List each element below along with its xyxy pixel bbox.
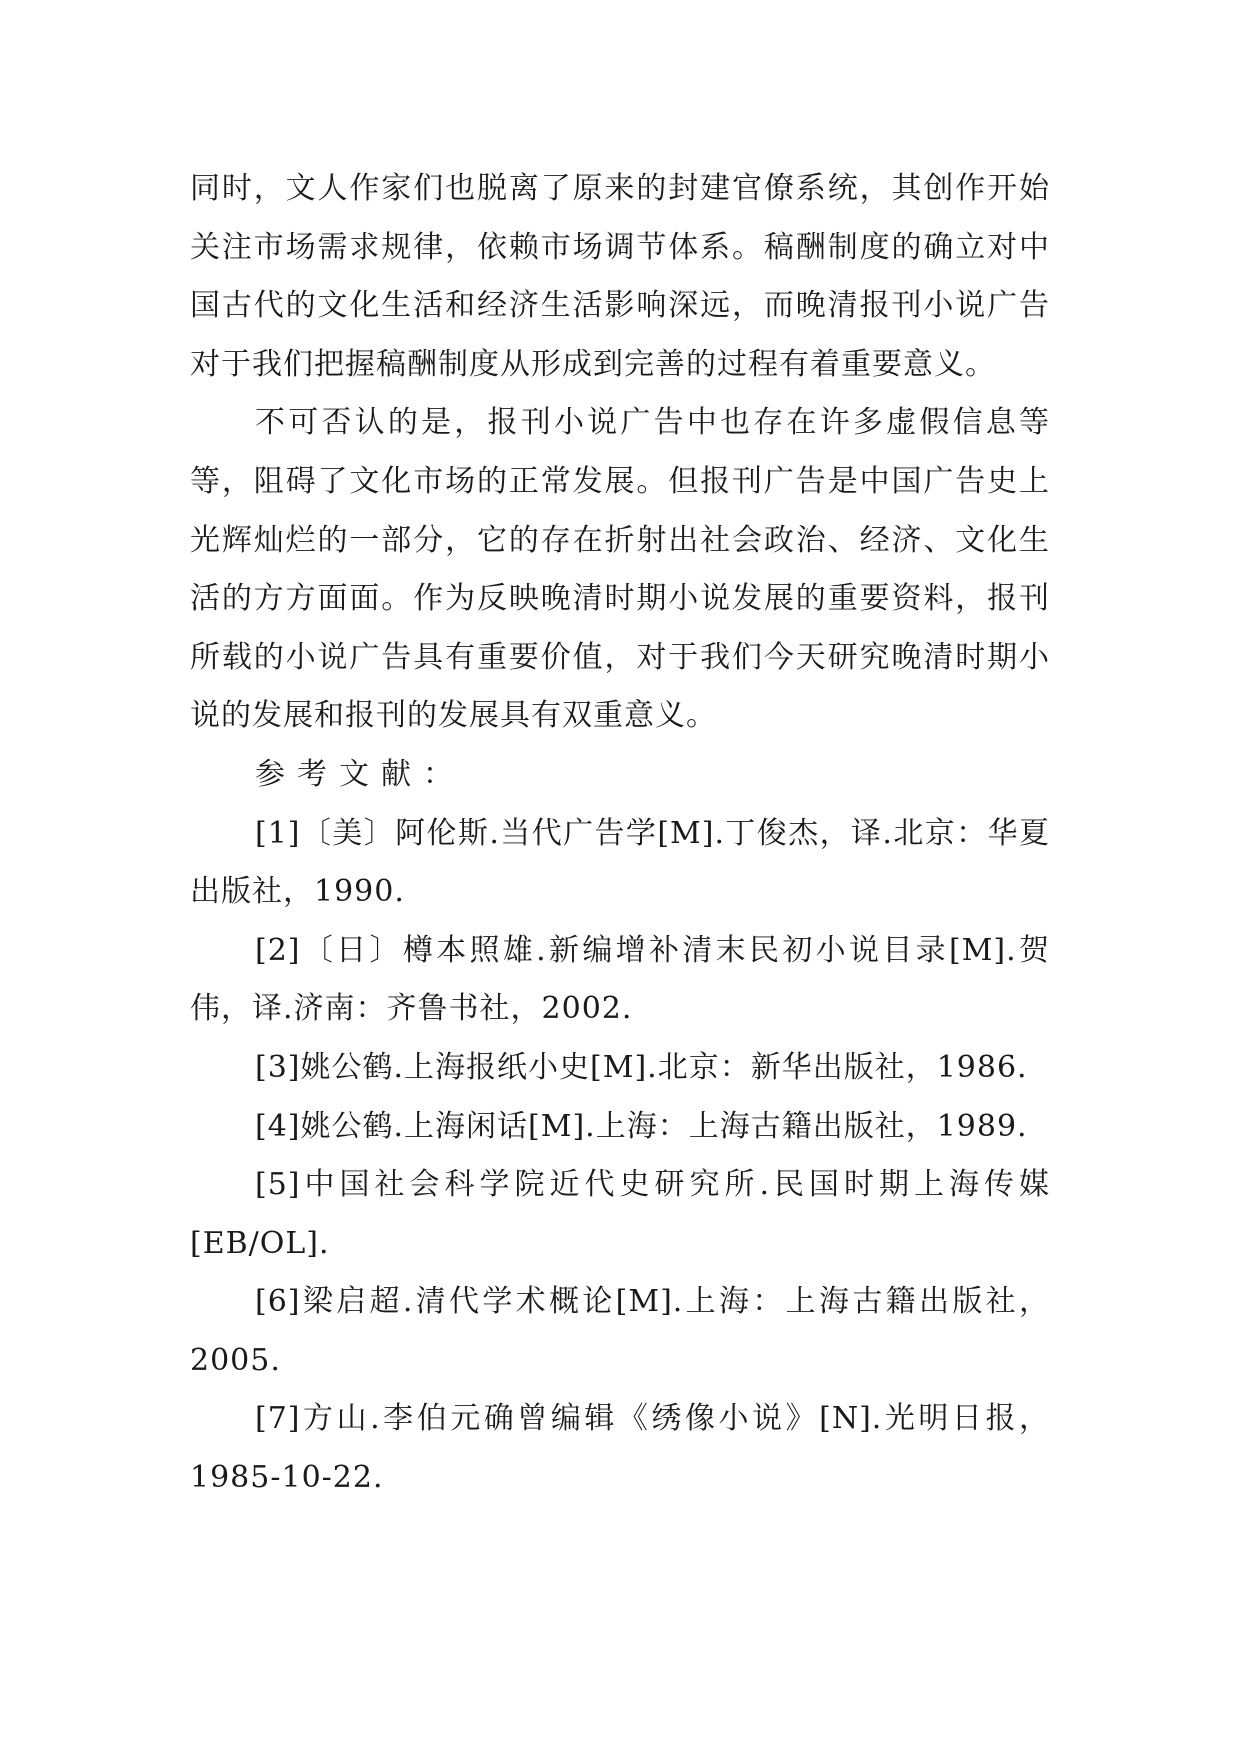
reference-item-3: [3]姚公鹤.上海报纸小史[M].北京：新华出版社，1986.	[255, 1049, 1028, 1085]
document-page	[190, 160, 1050, 1508]
body-paragraph-2: 不可否认的是，报刊小说广告中也存在许多虚假信息等等，阻碍了文化市场的正常发展。但报刊广告是中国广告史上光辉灿烂的一部分，它的存在折射出社会政治、经济、文化生活的方方面面。作为反映晚清时期小说发展的重要资料，报刊所载的小说广告具有重要价值，对于我们今天研究晚清时期小说的发展和报刊的发展具有双重意义。	[190, 405, 1050, 734]
reference-item-7: [7]方山.李伯元确曾编辑《绣像小说》[N].光明日报，1985-10-22.	[190, 1401, 1050, 1496]
references-heading: 参考文献：	[255, 756, 465, 792]
reference-item-1: [1]〔美〕阿伦斯.当代广告学[M].丁俊杰，译.北京：华夏出版社，1990.	[190, 815, 1050, 910]
reference-item-5: [5]中国社会科学院近代史研究所.民国时期上海传媒[EB/OL].	[190, 1167, 1050, 1261]
body-paragraph-1: 同时，文人作家们也脱离了原来的封建官僚系统，其创作开始关注市场需求规律，依赖市场调节体系。稿酬制度的确立对中国古代的文化生活和经济生活影响深远，而晚清报刊小说广告对于我们把握稿酬制度从形成到完善的过程有着重要意义。	[190, 171, 1050, 382]
reference-list	[190, 805, 1050, 1508]
reference-item-4: [4]姚公鹤.上海闲话[M].上海：上海古籍出版社，1989.	[255, 1108, 1028, 1144]
reference-item-6: [6]梁启超.清代学术概论[M].上海：上海古籍出版社，2005.	[190, 1284, 1050, 1378]
reference-item-2: [2]〔日〕樽本照雄.新编增补清末民初小说目录[M].贺伟，译.济南：齐鲁书社，2002.	[190, 932, 1050, 1027]
